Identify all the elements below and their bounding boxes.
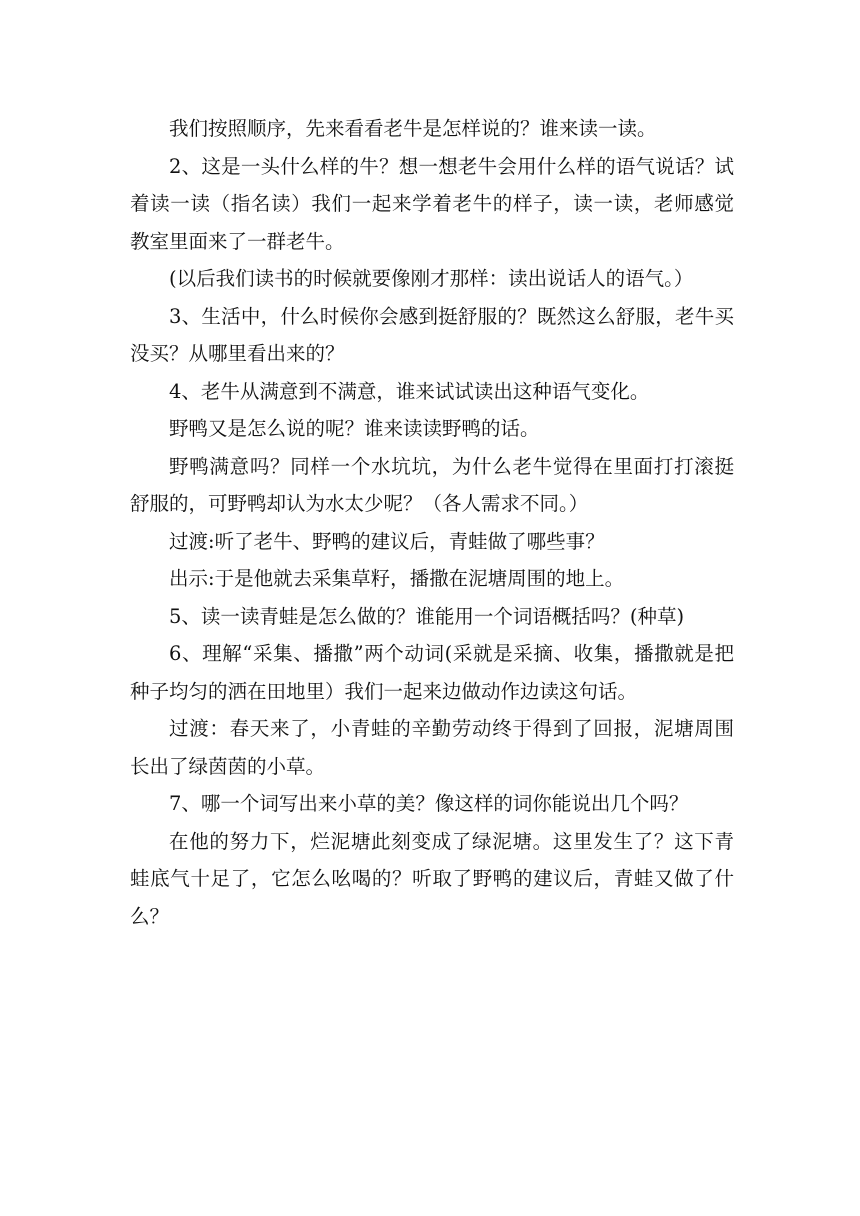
paragraph: 2、这是一头什么样的牛？想一想老牛会用什么样的语气说话？试着读一读（指名读）我们一起来学着老牛的样子，读一读，老师感觉教室里面来了一群老牛。 [130,154,734,253]
paragraph: 我们按照顺序，先来看看老牛是怎样说的？谁来读一读。 [169,117,657,140]
paragraph: 5、读一读青蛙是怎么做的？谁能用一个词语概括吗？(种草) [169,604,685,628]
paragraph: 在他的努力下，烂泥塘此刻变成了绿泥塘。这里发生了？这下青蛙底气十足了，它怎么吆喝的？听取了野鸭的建议后，青蛙又做了什么？ [130,829,734,928]
paragraph: 出示:于是他就去采集草籽，播撒在泥塘周围的地上。 [169,567,625,590]
paragraph: (以后我们读书的时候就要像刚才那样：读出说话人的语气。） [169,267,694,290]
paragraph: 野鸭满意吗？同样一个水坑坑，为什么老牛觉得在里面打打滚挺舒服的，可野鸭却认为水太少呢？（各人需求不同。） [130,454,734,515]
paragraph: 3、生活中，什么时候你会感到挺舒服的？既然这么舒服，老牛买没买？从哪里看出来的？ [130,304,734,365]
paragraph: 野鸭又是怎么说的呢？谁来读读野鸭的话。 [169,417,540,440]
document-body [130,110,734,935]
paragraph: 6、理解“采集、播撒”两个动词(采就是采摘、收集，播撒就是把种子均匀的洒在田地里）我们一起来边做动作边读这句话。 [130,642,734,703]
paragraph: 7、哪一个词写出来小草的美？像这样的词你能说出几个吗？ [169,792,689,815]
paragraph: 过渡：春天来了，小青蛙的辛勤劳动终于得到了回报，泥塘周围长出了绿茵茵的小草。 [130,717,734,778]
paragraph: 过渡:听了老牛、野鸭的建议后，青蛙做了哪些事？ [169,529,605,553]
paragraph: 4、老牛从满意到不满意，谁来试试读出这种语气变化。 [169,379,650,403]
